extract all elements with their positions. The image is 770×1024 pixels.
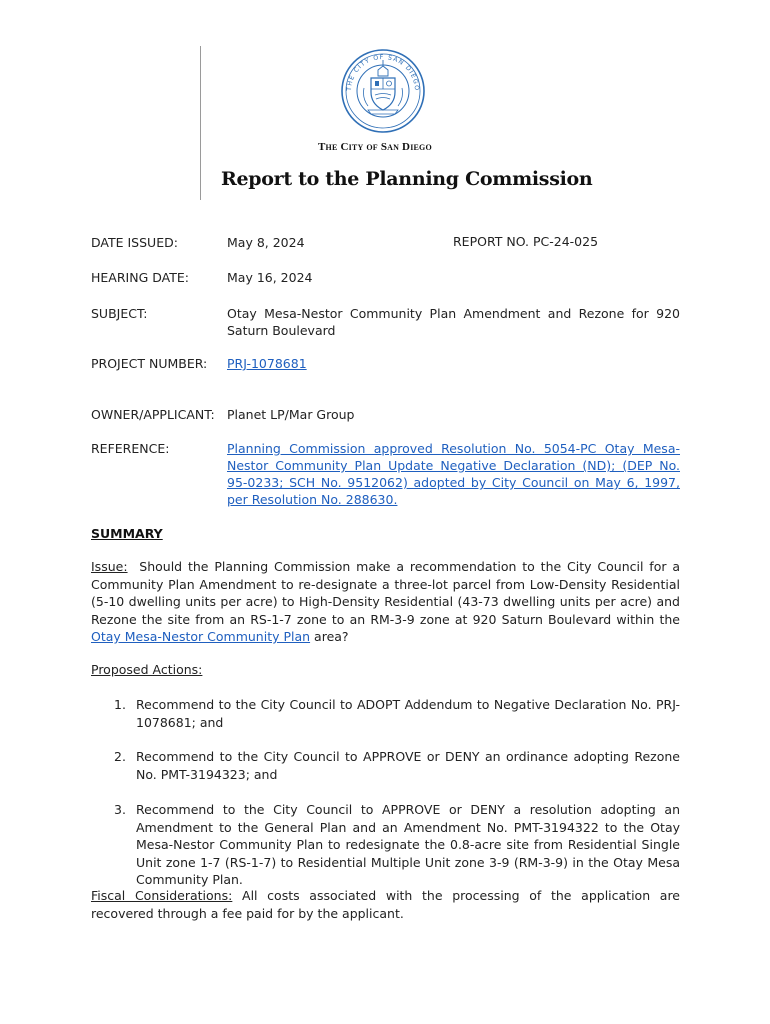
issue-text: Should the Planning Commission make a recommendation to the City Council for a Community Plan Amendment to re-designate a three-lot parcel from Low-Density Residential (5-10 dwelling units per acre) to High-Density Residential (43-73 dwelling units per acre) and Rezone the site from an RS-1-7 zone to an RM-3-9 zone at 920 Saturn Boulevard within the: [91, 559, 680, 627]
issue-label: Issue:: [91, 559, 128, 574]
hearing-date-label: HEARING DATE:: [91, 270, 189, 285]
fiscal-text: All costs associated with the processing of the application are recovered through a fee paid for by the applicant.: [91, 888, 680, 921]
project-number-label: PROJECT NUMBER:: [91, 356, 208, 371]
hearing-date-value: May 16, 2024: [227, 270, 313, 285]
fiscal-label: Fiscal Considerations:: [91, 888, 233, 903]
owner-applicant-value: Planet LP/Mar Group: [227, 407, 355, 422]
city-seal-logo: [340, 48, 426, 134]
action-1-text: Recommend to the City Council to ADOPT Addendum to Negative Declaration No. PRJ-1078681; and: [136, 697, 680, 730]
action-3-number: 3.: [114, 802, 126, 817]
project-number-link[interactable]: PRJ-1078681: [227, 356, 307, 371]
action-2-number: 2.: [114, 749, 126, 764]
header-divider-line: [200, 46, 201, 200]
report-title: Report to the Planning Commission: [221, 168, 593, 190]
date-issued-value: May 8, 2024: [227, 235, 305, 250]
proposed-actions-label: Proposed Actions:: [91, 662, 203, 677]
seal-ring-text: THE CITY OF SAN DIEGO: [345, 53, 421, 92]
reference-link[interactable]: Planning Commission approved Resolution No. 5054-PC Otay Mesa- Nestor Community Plan Update Negative Declaration (ND); (DEP No. 95-0233; SCH No. 9512062) adopted by City Council on May 6, 1997, per Resolution No. 288630.: [227, 441, 680, 507]
otay-mesa-nestor-plan-link[interactable]: Otay Mesa-Nestor Community Plan: [91, 629, 311, 644]
owner-applicant-label: OWNER/APPLICANT:: [91, 407, 215, 422]
issue-text-end: area?: [314, 629, 349, 644]
action-2-text: Recommend to the City Council to APPROVE or DENY an ordinance adopting Rezone No. PMT-3194323; and: [136, 749, 680, 782]
issue-paragraph: [91, 558, 680, 646]
subject-label: SUBJECT:: [91, 306, 148, 321]
fiscal-paragraph: [91, 887, 680, 922]
subject-value: Otay Mesa-Nestor Community Plan Amendment and Rezone for 920 Saturn Boulevard: [227, 306, 680, 338]
city-name-heading: The City of San Diego: [318, 141, 432, 153]
summary-heading: SUMMARY: [91, 526, 163, 541]
action-3-text: Recommend to the City Council to APPROVE or DENY a resolution adopting an Amendment to the General Plan and an Amendment No. PMT-3194322 to the Otay Mesa-Nestor Community Plan to redesignate the 0.8-acre site from Residential Single Unit zone 1-7 (RS-1-7) to Residential Multiple Unit zone 3-9 (RM-3-9) in the Otay Mesa Community Plan.: [136, 802, 680, 887]
date-issued-label: DATE ISSUED:: [91, 235, 178, 250]
report-number: REPORT NO. PC-24-025: [453, 234, 599, 249]
reference-label: REFERENCE:: [91, 441, 170, 456]
action-1-number: 1.: [114, 697, 126, 712]
